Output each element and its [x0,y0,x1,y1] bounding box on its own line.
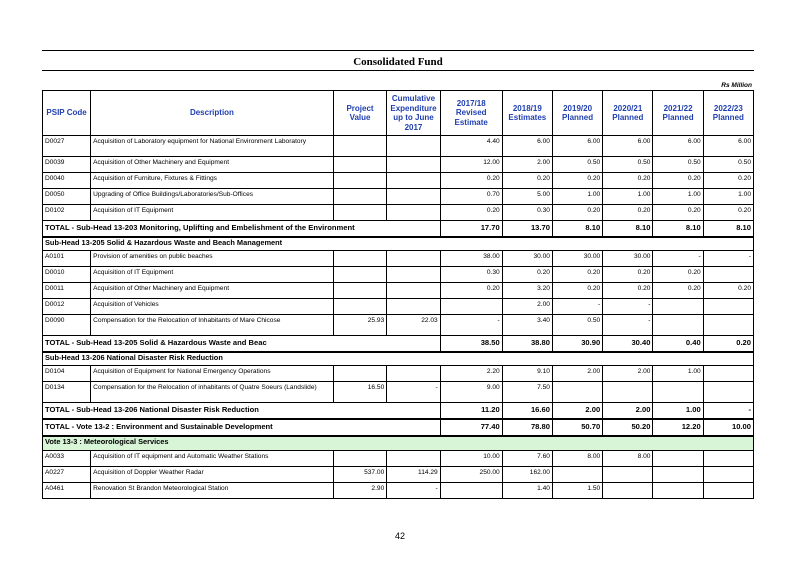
cumulative-cell: - [387,382,440,403]
amount-cell: 0.20 [440,173,502,189]
total-amount-cell: 30.90 [552,336,602,353]
psip-code-cell: D0039 [43,157,91,173]
cumulative-cell: 114.29 [387,467,440,483]
project-value-cell [333,205,386,221]
header-2018-19: 2018/19 Estimates [502,91,552,136]
amount-cell: 1.00 [653,189,703,205]
description-cell: Acquisition of Vehicles [91,299,334,315]
amount-cell: 6.00 [653,136,703,157]
description-cell: Acquisition of IT Equipment [91,205,334,221]
subhead-row [43,352,754,366]
psip-code-cell: D0134 [43,382,91,403]
cumulative-cell [387,366,440,382]
vote-heading-row [43,436,754,451]
amount-cell [703,382,753,403]
psip-code-cell: D0050 [43,189,91,205]
amount-cell: 7.60 [502,451,552,467]
amount-cell [653,483,703,499]
description-cell: Acquisition of Doppler Weather Radar [91,467,334,483]
amount-cell: 3.40 [502,315,552,336]
description-cell: Acquisition of IT equipment and Automatic Weather Stations [91,451,334,467]
amount-cell [440,299,502,315]
cumulative-cell: 22.03 [387,315,440,336]
cumulative-cell [387,251,440,267]
amount-cell: - [603,315,653,336]
amount-cell: 0.20 [440,283,502,299]
total-amount-cell: 50.70 [552,419,602,436]
amount-cell: 2.00 [603,366,653,382]
table-row [43,173,754,189]
amount-cell [653,382,703,403]
amount-cell [603,467,653,483]
psip-code-cell: A0101 [43,251,91,267]
project-value-cell [333,299,386,315]
amount-cell: 0.20 [653,283,703,299]
project-value-cell [333,267,386,283]
description-cell: Renovation St Brandon Meteorological Station [91,483,334,499]
total-amount-cell: 8.10 [703,221,753,238]
cumulative-cell [387,205,440,221]
project-value-cell [333,157,386,173]
total-row [43,221,754,238]
amount-cell: 0.20 [552,205,602,221]
table-row [43,251,754,267]
title-rule [42,70,754,71]
total-amount-cell: 78.80 [502,419,552,436]
amount-cell: 2.00 [502,299,552,315]
cumulative-cell [387,136,440,157]
header-psip-code: PSIP Code [43,91,91,136]
amount-cell: 0.20 [440,205,502,221]
amount-cell: 1.00 [653,366,703,382]
description-cell: Compensation for the Relocation of Inhabitants of Mare Chicose [91,315,334,336]
total-amount-cell: 0.40 [653,336,703,353]
amount-cell: 0.50 [552,315,602,336]
total-amount-cell: - [703,403,753,420]
psip-code-cell: D0012 [43,299,91,315]
project-value-cell [333,283,386,299]
amount-cell: - [603,299,653,315]
amount-cell: 0.30 [502,205,552,221]
amount-cell [703,315,753,336]
header-2020-21: 2020/21 Planned [603,91,653,136]
psip-code-cell: A0033 [43,451,91,467]
description-cell: Acquisition of Other Machinery and Equipment [91,157,334,173]
total-amount-cell: 16.60 [502,403,552,420]
amount-cell: 0.20 [552,283,602,299]
subhead-cell: Sub-Head 13-205 Solid & Hazardous Waste and Beach Management [43,237,754,251]
amount-cell: 6.00 [603,136,653,157]
amount-cell [603,483,653,499]
table-row [43,205,754,221]
header-project-value: Project Value [333,91,386,136]
amount-cell: 7.50 [502,382,552,403]
total-amount-cell: 10.00 [703,419,753,436]
header-2017-18: 2017/18 Revised Estimate [440,91,502,136]
subhead-row [43,237,754,251]
amount-cell: 250.00 [440,467,502,483]
amount-cell [552,467,602,483]
amount-cell [703,467,753,483]
amount-cell [653,467,703,483]
table-row [43,267,754,283]
amount-cell: 0.50 [703,157,753,173]
subhead-cell: Sub-Head 13-206 National Disaster Risk Reduction [43,352,754,366]
description-cell: Acquisition of Other Machinery and Equipment [91,283,334,299]
project-value-cell: 537.00 [333,467,386,483]
psip-code-cell: D0010 [43,267,91,283]
amount-cell: 0.20 [703,173,753,189]
amount-cell: - [552,299,602,315]
description-cell: Upgrading of Office Buildings/Laboratories/Sub-Offices [91,189,334,205]
description-cell: Compensation for the Relocation of inhabitants of Quatre Soeurs (Landslide) [91,382,334,403]
psip-code-cell: D0027 [43,136,91,157]
amount-cell: 1.50 [552,483,602,499]
amount-cell: 3.20 [502,283,552,299]
psip-code-cell: A0461 [43,483,91,499]
total-amount-cell: 8.10 [603,221,653,238]
table-row [43,366,754,382]
project-value-cell [333,189,386,205]
amount-cell: 0.50 [603,157,653,173]
table-row [43,467,754,483]
total-amount-cell: 2.00 [603,403,653,420]
total-amount-cell: 8.10 [653,221,703,238]
total-description-cell: TOTAL - Vote 13-2 : Environment and Sustainable Development [43,419,441,436]
amount-cell: 10.00 [440,451,502,467]
amount-cell: - [703,251,753,267]
amount-cell: 0.20 [653,205,703,221]
cumulative-cell [387,283,440,299]
amount-cell: 0.20 [502,267,552,283]
amount-cell: 2.00 [552,366,602,382]
table-row [43,382,754,403]
psip-code-cell: D0011 [43,283,91,299]
amount-cell: - [653,251,703,267]
amount-cell: 0.20 [552,267,602,283]
amount-cell: 0.50 [552,157,602,173]
page-title: Consolidated Fund [353,56,443,68]
amount-cell: 9.10 [502,366,552,382]
header-row [43,91,754,136]
project-value-cell: 25.93 [333,315,386,336]
amount-cell: 0.20 [603,205,653,221]
description-cell: Acquisition of Furniture, Fixtures & Fittings [91,173,334,189]
amount-cell [653,299,703,315]
amount-cell [552,382,602,403]
description-cell: Acquisition of Equipment for National Emergency Operations [91,366,334,382]
amount-cell: 12.00 [440,157,502,173]
amount-cell: 1.00 [703,189,753,205]
amount-cell: 0.30 [440,267,502,283]
amount-cell: 8.00 [552,451,602,467]
amount-cell: 6.00 [502,136,552,157]
amount-cell: 4.40 [440,136,502,157]
total-amount-cell: 30.40 [603,336,653,353]
header-description: Description [91,91,334,136]
amount-cell: 162.00 [502,467,552,483]
header-cumulative-expenditure: Cumulative Expenditure up to June 2017 [387,91,440,136]
amount-cell: 0.20 [603,173,653,189]
psip-code-cell: D0104 [43,366,91,382]
amount-cell: 9.00 [440,382,502,403]
amount-cell: 0.20 [502,173,552,189]
amount-cell [703,267,753,283]
psip-code-cell: D0040 [43,173,91,189]
total-row [43,336,754,353]
cumulative-cell [387,173,440,189]
total-amount-cell: 50.20 [603,419,653,436]
amount-cell: 0.20 [552,173,602,189]
amount-cell: 30.00 [502,251,552,267]
total-row [43,419,754,436]
page-number: 42 [394,531,405,541]
cumulative-cell [387,299,440,315]
top-rule [42,50,754,51]
description-cell: Acquisition of Laboratory equipment for National Environment Laboratory [91,136,334,157]
amount-cell: 0.20 [653,173,703,189]
amount-cell: 0.20 [703,205,753,221]
amount-cell: 8.00 [603,451,653,467]
amount-cell: 5.00 [502,189,552,205]
cumulative-cell [387,157,440,173]
total-description-cell: TOTAL - Sub-Head 13-206 National Disaster Risk Reduction [43,403,441,420]
amount-cell: 38.00 [440,251,502,267]
psip-code-cell: D0090 [43,315,91,336]
table-row [43,299,754,315]
total-amount-cell: 17.70 [440,221,502,238]
amount-cell [703,366,753,382]
total-amount-cell: 2.00 [552,403,602,420]
amount-cell [703,451,753,467]
project-value-cell: 2.90 [333,483,386,499]
project-value-cell [333,366,386,382]
total-amount-cell: 13.70 [502,221,552,238]
amount-cell: 6.00 [703,136,753,157]
amount-cell: 2.20 [440,366,502,382]
total-row [43,403,754,420]
total-amount-cell: 11.20 [440,403,502,420]
table-row [43,451,754,467]
header-2019-20: 2019/20 Planned [552,91,602,136]
table-row [43,157,754,173]
psip-code-cell: A0227 [43,467,91,483]
psip-code-cell: D0102 [43,205,91,221]
amount-cell: 0.20 [603,283,653,299]
table-row [43,283,754,299]
total-amount-cell: 8.10 [552,221,602,238]
amount-cell: 0.20 [603,267,653,283]
total-amount-cell: 12.20 [653,419,703,436]
amount-cell: - [440,315,502,336]
total-description-cell: TOTAL - Sub-Head 13-203 Monitoring, Uplifting and Embelishment of the Environment [43,221,441,238]
amount-cell: 0.20 [703,283,753,299]
amount-cell: 2.00 [502,157,552,173]
cumulative-cell [387,189,440,205]
budget-table [42,90,754,499]
amount-cell [653,315,703,336]
total-description-cell: TOTAL - Sub-Head 13-205 Solid & Hazardous Waste and Beac [43,336,441,353]
description-cell: Provision of amenities on public beaches [91,251,334,267]
header-2021-22: 2021/22 Planned [653,91,703,136]
table-row [43,483,754,499]
project-value-cell [333,173,386,189]
total-amount-cell: 77.40 [440,419,502,436]
amount-cell: 1.00 [603,189,653,205]
amount-cell: 30.00 [603,251,653,267]
amount-cell: 6.00 [552,136,602,157]
amount-cell [603,382,653,403]
description-cell: Acquisition of IT Equipment [91,267,334,283]
amount-cell [440,483,502,499]
project-value-cell [333,136,386,157]
amount-cell [703,299,753,315]
cumulative-cell: - [387,483,440,499]
table-row [43,136,754,157]
amount-cell: 30.00 [552,251,602,267]
vote-heading-cell: Vote 13-3 : Meteorological Services [43,436,754,451]
amount-cell [653,451,703,467]
total-amount-cell: 1.00 [653,403,703,420]
amount-cell: 0.50 [653,157,703,173]
header-2022-23: 2022/23 Planned [703,91,753,136]
amount-cell: 0.70 [440,189,502,205]
amount-cell: 1.40 [502,483,552,499]
total-amount-cell: 38.80 [502,336,552,353]
total-amount-cell: 38.50 [440,336,502,353]
project-value-cell: 16.50 [333,382,386,403]
cumulative-cell [387,267,440,283]
table-row [43,315,754,336]
units-label: Rs Million [721,82,752,89]
cumulative-cell [387,451,440,467]
total-amount-cell: 0.20 [703,336,753,353]
project-value-cell [333,451,386,467]
table-row [43,189,754,205]
project-value-cell [333,251,386,267]
amount-cell: 0.20 [653,267,703,283]
amount-cell: 1.00 [552,189,602,205]
amount-cell [703,483,753,499]
